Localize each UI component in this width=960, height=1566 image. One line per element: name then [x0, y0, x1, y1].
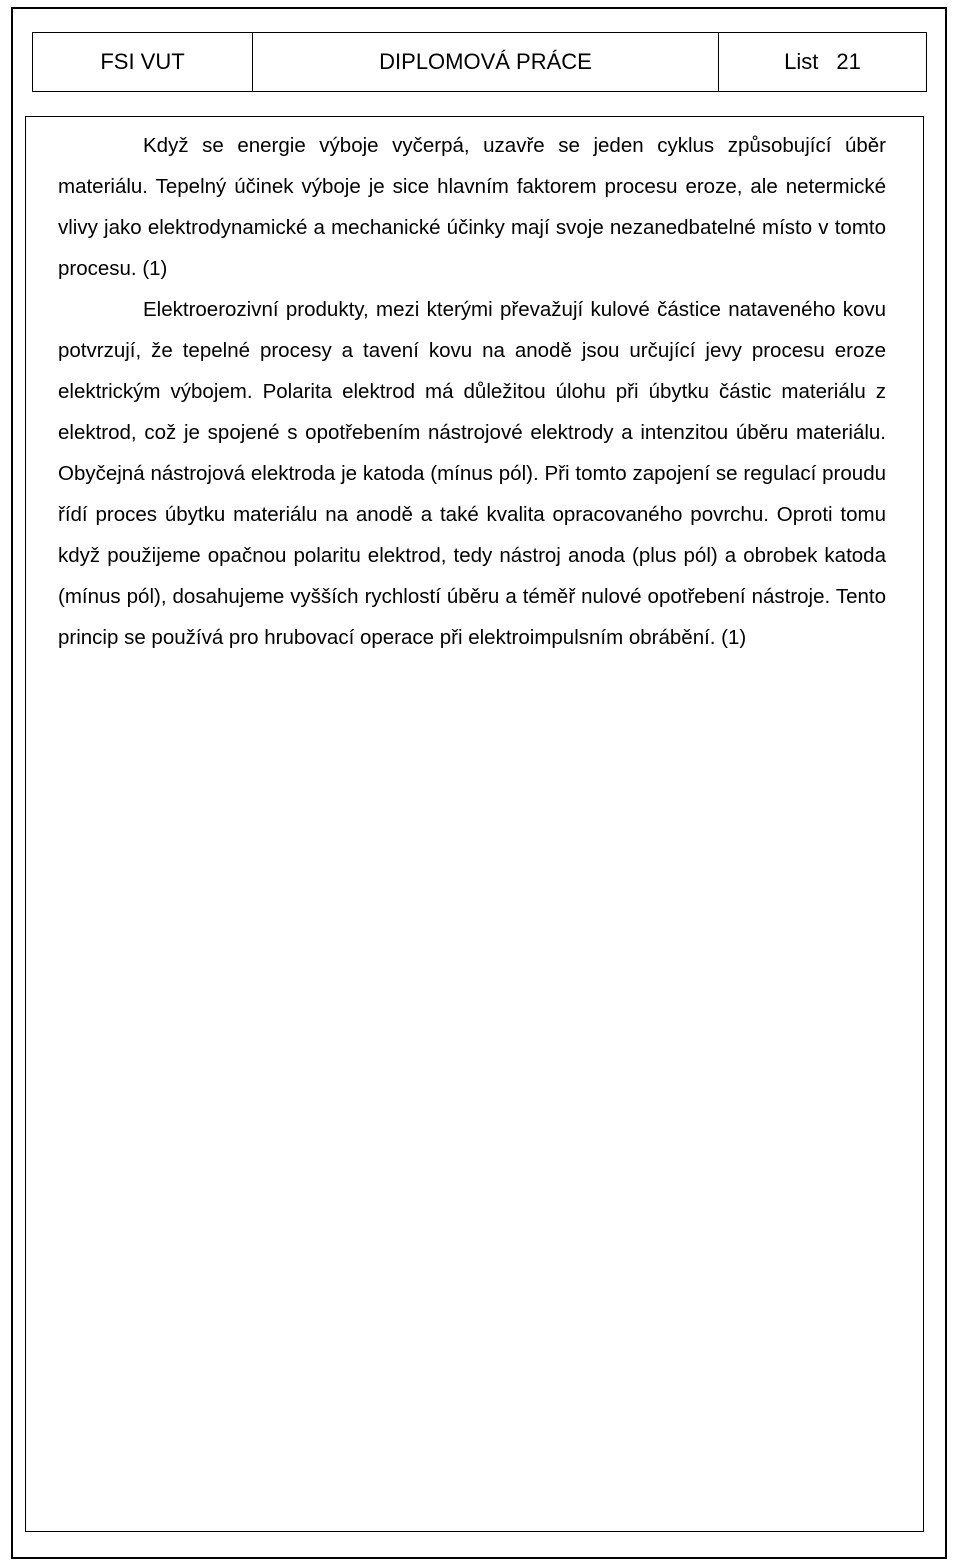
header-institution: FSI VUT: [33, 33, 253, 91]
header-page-label: List: [784, 49, 819, 74]
body-text: [58, 125, 886, 658]
paragraph: Elektroerozivní produkty, mezi kterými převažují kulové částice nataveného kovu potvrzují, že tepelné procesy a tavení kovu na anodě jsou určující jevy procesu eroze elektrickým výbojem. Polarita elektrod má důležitou úlohu při úbytku částic materiálu z elektrod, což je spojené s opotřebením nástrojové elektrody a intenzitou úběru materiálu. Obyčejná nástrojová elektroda je katoda (mínus pól). Při tomto zapojení se regulací proudu řídí proces úbytku materiálu na anodě a také kvalita opracovaného povrchu. Oproti tomu když použijeme opačnou polaritu elektrod, tedy nástroj anoda (plus pól) a obrobek katoda (mínus pól), dosahujeme vyšších rychlostí úběru a téměř nulové opotřebení nástroje. Tento princip se používá pro hrubovací operace při elektroimpulsním obrábění. (1): [58, 298, 886, 649]
header-page-info: [719, 33, 926, 91]
page-header: [32, 32, 927, 92]
header-page-number: 21: [836, 49, 861, 74]
header-document-type: DIPLOMOVÁ PRÁCE: [253, 33, 719, 91]
paragraph: Když se energie výboje vyčerpá, uzavře se jeden cyklus způsobující úběr materiálu. Tepelný účinek výboje je sice hlavním faktorem procesu eroze, ale netermické vlivy jako elektrodynamické a mechanické účinky mají svoje nezanedbatelné místo v tomto procesu. (1): [58, 134, 886, 280]
